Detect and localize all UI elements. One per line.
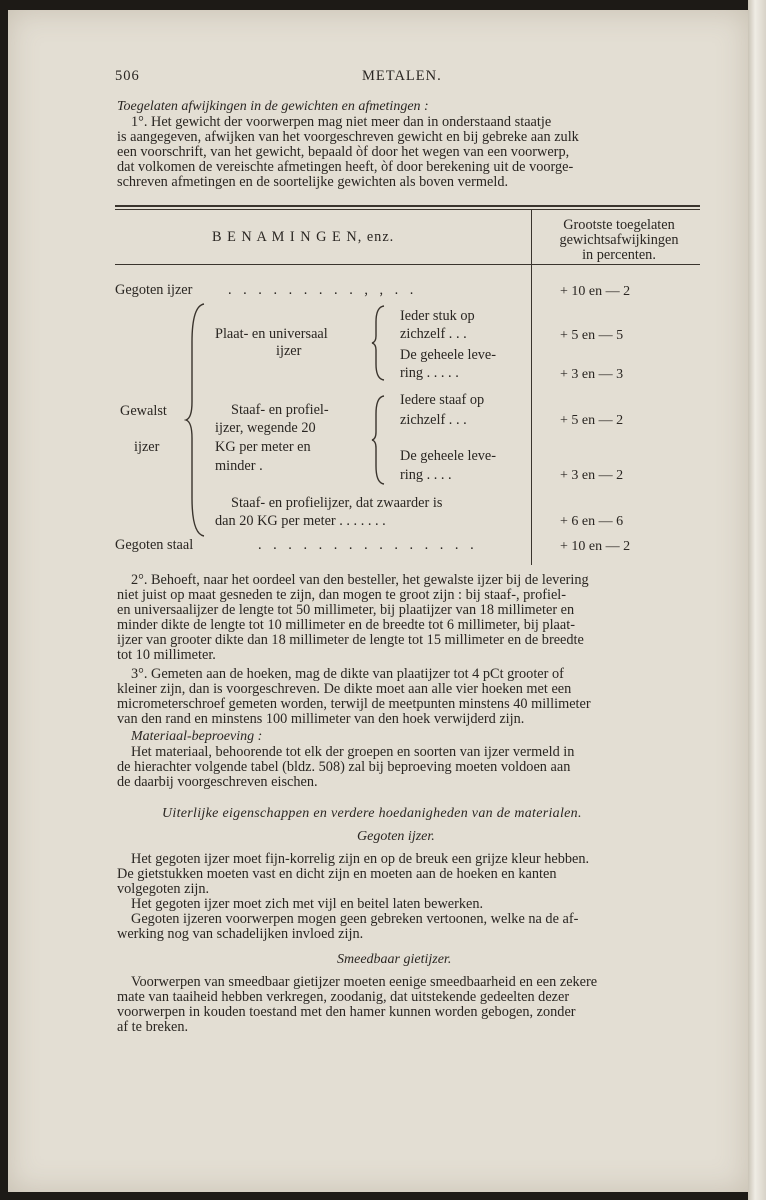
table-header-afwijking-3: in percenten.	[582, 247, 656, 263]
row-label-geheele-1a: De geheele leve-	[400, 347, 497, 363]
row-value-geheele-1: + 3 en — 3	[560, 367, 624, 382]
plaat-brace-icon	[370, 304, 388, 382]
row-label-ieder-stuk-1: Ieder stuk op	[400, 308, 475, 324]
para3-line: kleiner zijn, dan is voorgeschreven. De dikte moet aan alle vier hoeken met een	[117, 681, 572, 697]
row-label-staaf-2: ijzer, wegende 20	[215, 420, 316, 436]
row-label-zwaarder-2: dan 20 KG per meter . . . . . . .	[215, 513, 386, 529]
intro-line: 1°. Het gewicht der voorwerpen mag niet meer dan in onderstaand staatje	[131, 114, 552, 130]
row-label-iedere-staaf-1: Iedere staaf op	[400, 392, 485, 408]
smeedbaar-heading: Smeedbaar gietijzer.	[337, 952, 452, 967]
row-label-geheele-2b: ring . . . .	[400, 467, 452, 483]
para2-line: tot 10 millimeter.	[117, 647, 216, 663]
table-column-divider	[531, 210, 532, 565]
intro-heading: Toegelaten afwijkingen in de gewichten en afmetingen :	[117, 99, 429, 114]
table-header-benamingen: B E N A M I N G E N, enz.	[212, 229, 395, 245]
row-leader-dots: . . . . . . . . . . . . . . .	[258, 537, 478, 553]
page-number: 506	[115, 68, 140, 84]
table-header-afwijking-2: gewichtsafwijkingen	[559, 232, 679, 248]
gegoten-line: Het gegoten ijzer moet fijn-korrelig zijn en op de breuk een grijze kleur hebben.	[131, 851, 590, 867]
intro-line: een voorschrift, van het gewicht, bepaald òf door het wegen van een voorwerp,	[117, 144, 570, 160]
gewalst-brace-icon	[184, 302, 208, 538]
para2-line: 2°. Behoeft, naar het oordeel van den besteller, het gewalste ijzer bij de levering	[131, 572, 589, 588]
intro-line: is aangegeven, afwijken van het voorgeschreven gewicht en bij gebreke aan zulk	[117, 129, 579, 145]
row-label-gewalst-ijzer: ijzer	[134, 439, 160, 455]
beproeving-line: de daarbij voorgeschreven eischen.	[117, 774, 318, 790]
running-title: METALEN.	[362, 68, 442, 84]
row-value-gegoten-staal: + 10 en — 2	[560, 539, 631, 554]
para3-line: micrometerschroef gemeten worden, terwijl de meetpunten minstens 40 millimeter	[117, 696, 591, 712]
smeedbaar-line: af te breken.	[117, 1019, 189, 1035]
gegoten-line: Gegoten ijzeren voorwerpen mogen geen gebreken vertoonen, welke na de af-	[131, 911, 579, 927]
row-leader-dots: . . . . . . . . . , , . .	[228, 282, 418, 298]
page-edge	[748, 0, 766, 1200]
row-label-staaf-4: minder .	[215, 458, 263, 474]
table-top-rule	[115, 205, 700, 207]
row-label-gewalst: Gewalst	[120, 403, 167, 419]
beproeving-line: Het materiaal, behoorende tot elk der groepen en soorten van ijzer vermeld in	[131, 744, 575, 760]
row-label-plaat: Plaat- en universaal	[215, 326, 328, 342]
gegoten-line: De gietstukken moeten vast en dicht zijn en moeten aan de hoeken en kanten	[117, 866, 557, 882]
intro-line: schreven afmetingen en de soortelijke gewichten als boven vermeld.	[117, 174, 509, 190]
gegoten-heading: Gegoten ijzer.	[357, 829, 435, 844]
intro-line: dat volkomen de vereischte afmetingen heeft, òf door berekening uit de voorge-	[117, 159, 574, 175]
para2-line: en universaalijzer de lengte tot 50 millimeter, bij plaatijzer van 18 millimeter en	[117, 602, 575, 618]
table-header-afwijking-1: Grootste toegelaten	[563, 217, 675, 233]
beproeving-heading: Materiaal-beproeving :	[131, 729, 263, 744]
row-value-ieder-stuk: + 5 en — 5	[560, 328, 624, 343]
staaf-brace-icon	[370, 394, 388, 486]
gegoten-line: volgegoten zijn.	[117, 881, 210, 897]
row-label-ieder-stuk-2: zichzelf . . .	[400, 326, 467, 342]
table-top-rule-thin	[115, 209, 700, 210]
row-label-gegoten-staal: Gegoten staal	[115, 537, 194, 553]
row-label-geheele-1b: ring . . . . .	[400, 365, 459, 381]
row-label-plaat-ijzer: ijzer	[276, 343, 302, 359]
row-label-geheele-2a: De geheele leve-	[400, 448, 497, 464]
beproeving-line: de hierachter volgende tabel (bldz. 508) zal bij beproeving moeten voldoen aan	[117, 759, 571, 775]
smeedbaar-line: Voorwerpen van smeedbaar gietijzer moeten eenige smeedbaarheid en een zekere	[131, 974, 598, 990]
row-value-geheele-2: + 3 en — 2	[560, 468, 624, 483]
row-value-zwaarder: + 6 en — 6	[560, 514, 624, 529]
para2-line: ijzer van grooter dikte dan 18 millimeter de lengte tot 15 millimeter en de breedte	[117, 632, 584, 648]
section-title: Uiterlijke eigenschappen en verdere hoedanigheden van de materialen.	[162, 806, 582, 821]
row-value-gegoten-ijzer: + 10 en — 2	[560, 284, 631, 299]
gegoten-line: Het gegoten ijzer moet zich met vijl en beitel laten bewerken.	[131, 896, 484, 912]
para2-line: niet juist op maat gesneden te zijn, dan mogen te groot zijn : bij staaf-, profiel-	[117, 587, 567, 603]
table-header-rule	[115, 264, 700, 265]
smeedbaar-line: voorwerpen in kouden toestand met den hamer kunnen worden gebogen, zonder	[117, 1004, 576, 1020]
para3-line: 3°. Gemeten aan de hoeken, mag de dikte van plaatijzer tot 4 pCt grooter of	[131, 666, 564, 682]
row-label-iedere-staaf-2: zichzelf . . .	[400, 412, 467, 428]
para2-line: minder dikte de lengte tot 10 millimeter en de breedte tot 6 millimeter, bij plaat-	[117, 617, 575, 633]
row-label-staaf-1: Staaf- en profiel-	[231, 402, 329, 418]
para3-line: van den rand en minstens 100 millimeter van den hoek verwijderd zijn.	[117, 711, 525, 727]
row-label-zwaarder-1: Staaf- en profielijzer, dat zwaarder is	[231, 495, 443, 511]
row-label-gegoten-ijzer: Gegoten ijzer	[115, 282, 193, 298]
row-value-iedere-staaf: + 5 en — 2	[560, 413, 624, 428]
smeedbaar-line: mate van taaiheid hebben verkregen, zoodanig, dat uitstekende gedeelten dezer	[117, 989, 570, 1005]
row-label-staaf-3: KG per meter en	[215, 439, 311, 455]
gegoten-line: werking nog van schadelijken invloed zijn.	[117, 926, 364, 942]
